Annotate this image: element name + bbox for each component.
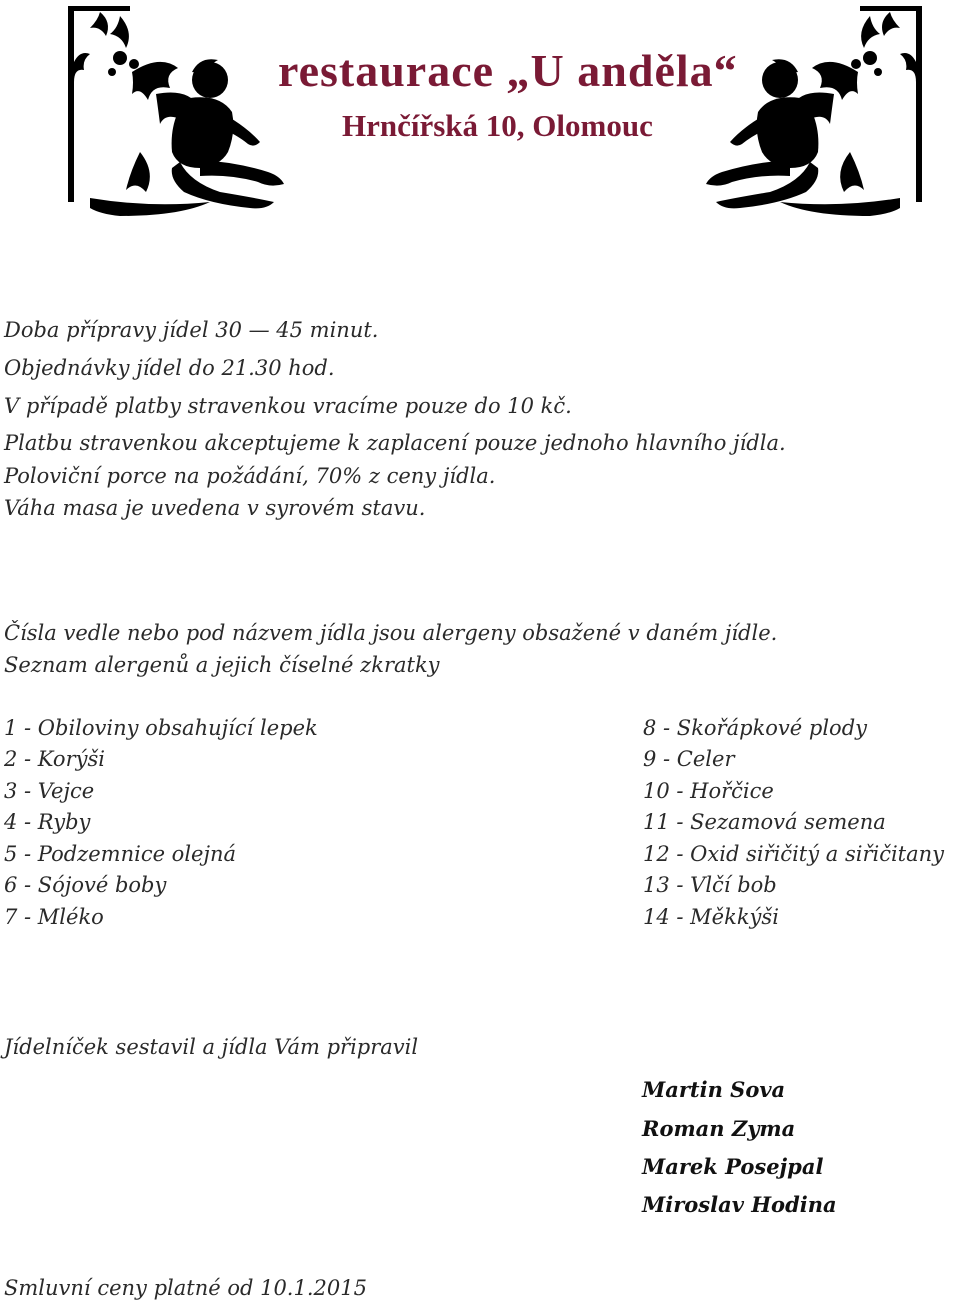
left-angel-icon bbox=[60, 2, 300, 227]
chef-name: Miroslav Hodina bbox=[642, 1192, 837, 1217]
note-voucher-change: V případě platby stravenkou vracíme pouze do 10 kč. bbox=[4, 394, 572, 418]
allergen-item: 11 - Sezamová semena bbox=[643, 810, 886, 834]
note-preparation-time: Doba přípravy jídel 30 — 45 minut. bbox=[4, 318, 379, 342]
allergen-intro: Čísla vedle nebo pod názvem jídla jsou alergeny obsažené v daném jídle. bbox=[4, 621, 778, 645]
chef-name: Roman Zyma bbox=[642, 1116, 796, 1141]
allergen-item: 2 - Korýši bbox=[4, 747, 105, 771]
allergen-list-title: Seznam alergenů a jejich číselné zkratky bbox=[4, 653, 440, 677]
chef-name: Martin Sova bbox=[642, 1077, 786, 1102]
right-angel-icon bbox=[690, 2, 930, 227]
allergen-item: 13 - Vlčí bob bbox=[643, 873, 777, 897]
allergen-item: 5 - Podzemnice olejná bbox=[4, 842, 237, 866]
allergen-item: 8 - Skořápkové plody bbox=[643, 716, 868, 740]
allergen-item: 1 - Obiloviny obsahující lepek bbox=[4, 716, 318, 740]
allergen-item: 14 - Měkkýši bbox=[643, 905, 779, 929]
note-order-deadline: Objednávky jídel do 21.30 hod. bbox=[4, 356, 335, 380]
allergen-item: 10 - Hořčice bbox=[643, 779, 774, 803]
allergen-item: 7 - Mléko bbox=[4, 905, 104, 929]
allergen-item: 12 - Oxid siřičitý a siřičitany bbox=[643, 842, 945, 866]
allergen-item: 6 - Sójové boby bbox=[4, 873, 167, 897]
restaurant-address: Hrnčířská 10, Olomouc bbox=[342, 108, 653, 143]
restaurant-name: restaurace „U anděla“ bbox=[278, 45, 738, 96]
allergen-item: 4 - Ryby bbox=[4, 810, 91, 834]
price-validity: Smluvní ceny platné od 10.1.2015 bbox=[4, 1276, 367, 1300]
header bbox=[0, 0, 960, 230]
note-half-portion: Poloviční porce na požádání, 70% z ceny jídla. bbox=[4, 464, 496, 488]
note-meat-weight: Váha masa je uvedena v syrovém stavu. bbox=[4, 496, 426, 520]
allergen-item: 9 - Celer bbox=[643, 747, 735, 771]
allergen-item: 3 - Vejce bbox=[4, 779, 95, 803]
chef-name: Marek Posejpal bbox=[642, 1154, 824, 1179]
credits-label: Jídelníček sestavil a jídla Vám připravil bbox=[4, 1035, 419, 1059]
note-voucher-limit: Platbu stravenkou akceptujeme k zaplacení pouze jednoho hlavního jídla. bbox=[4, 431, 786, 455]
